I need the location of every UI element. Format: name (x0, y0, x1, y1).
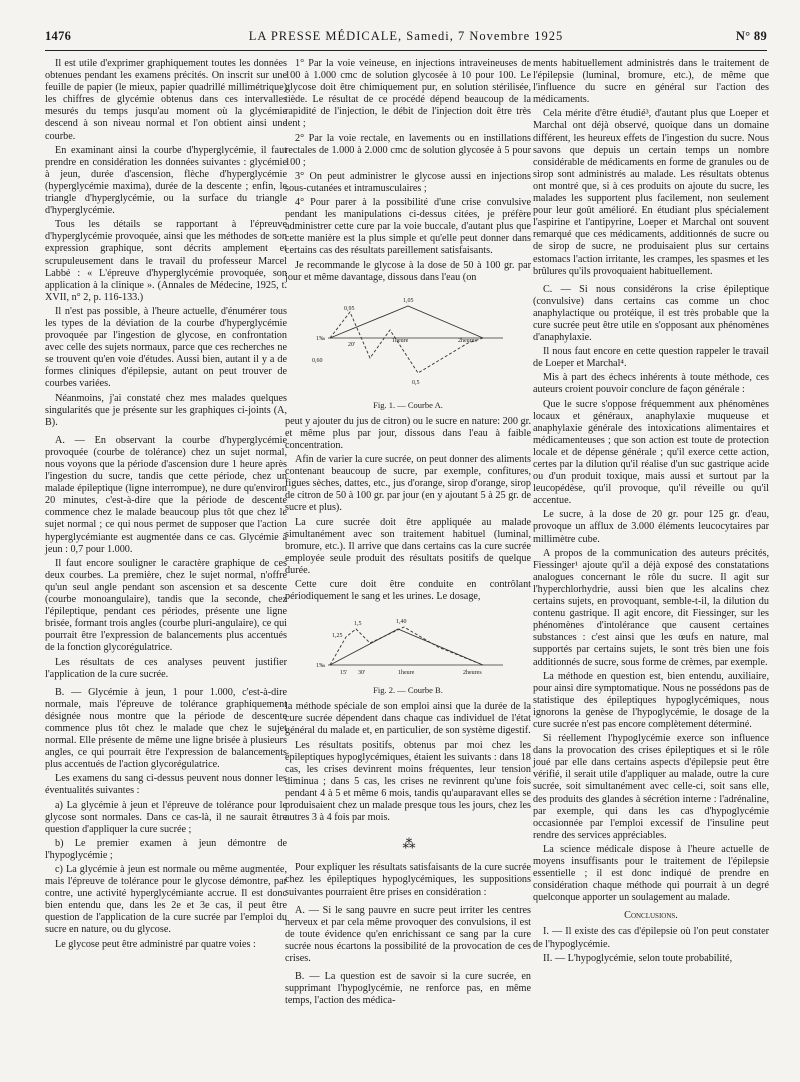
paragraph: Les résultats de ces analyses peuvent justifier l'application de la cure sucrée. (45, 656, 287, 680)
paragraph: b) Le premier examen à jeun démontre de l'hypoglycémie ; (45, 837, 287, 861)
paragraph: Je recommande le glycose à la dose de 50 à 100 gr. par jour et même davantage, dissous dans l'eau (on (285, 259, 531, 283)
paragraph: Il faut encore souligner le caractère graphique de ces deux courbes. La première, chez le sujet normal, n'offre qu'un seul angle pendant son ascension et sa descente (courbe monoangulaire), tandis que la seconde, chez l'épileptique, pendant ces périodes, présente une ligne brisée, formant trois angles (courbe pluri-angulaire), ce qui pourrait être l'expression de balancements plus accentués de la fonction glycorégulatrice. (45, 557, 287, 654)
issue-number: N° 89 (735, 29, 767, 43)
fig2-label: 15' (340, 670, 348, 677)
paragraph: 1° Par la voie veineuse, en injections intraveineuses de 100 à 1.000 cmc de solution glycosée à 10 pour 100. Le glycose doit être chimiquement pur, en solution stérilisée, tiède. Le résultat de ce procédé dépend beaucoup de la rapidité de l'injection, le débit de l'injection doit être très lent ; (285, 58, 531, 130)
fig2-label: 1,25 (332, 633, 343, 640)
paragraph: Il n'est pas possible, à l'heure actuelle, d'énumérer tous les types de la déviation de la courbe d'hyperglycémie provoquée par l'ingestion de glycose, en confrontation avec celle des sujets normaux, parce que ces recherches ne se trouvent qu'en voie d'études. Aussi bien, autant il y a de formes cliniques d'épilepsie, autant on peut trouver de courbes variées. (45, 305, 287, 390)
paragraph: 4° Pour parer à la possibilité d'une crise convulsive pendant les manipulations ci-dessus citées, je préfère administrer cette cure par la voie buccale, d'autant plus que cette manière est la plus simple et qu'elle peut donner dans certains cas des résultats pareillement satisfaisants. (285, 197, 531, 257)
page-number: 1476 (45, 29, 72, 43)
paragraph: la méthode spéciale de son emploi ainsi que la durée de la cure sucrée dépendent dans chaque cas individuel de l'état général du malade et, en particulier, de son système digestif. (285, 701, 531, 737)
paragraph: A. — En observant la courbe d'hyperglycémie provoquée (courbe de tolérance) chez un sujet normal, nous voyons que la période d'ascension dure 1 heure après l'ingestion du sucre, tandis que cette période, chez un malade épileptique (ligne interrompue), ne dure qu'environ 20 minutes, c'est-à-dire que la période de descente commence chez le malade beaucoup plus tôt que chez le sujet normal ; ce qui nous permet de supposer que l'action hyperglycémiante est augmentée dans ce cas. Glycémie à jeun : 0,7 pour 1.000. (45, 434, 287, 555)
fig1-label: 1‰ (316, 335, 325, 342)
figure-2-caption: Fig. 2. — Courbe B. (373, 685, 443, 696)
fig1-label: 0,60 (312, 357, 323, 364)
fig1-label: 20' (348, 341, 356, 348)
paragraph: Tous les détails se rapportant à l'épreuve d'hyperglycémie provoquée, ainsi que les méthodes de son expression graphique, sont décrits amplement et scrupuleusement dans le travail du professeur Marcel Labbé : « L'épreuve d'hyperglycémie provoquée, son application à la clinique ». (Annales de Médecine, 1925, t. XVII, n° 2, p. 116-133.) (45, 219, 287, 303)
paragraph: Que le sucre s'oppose fréquemment aux phénomènes locaux et généraux, anaphylaxie muqueuse et anaphylaxie générale des intoxications alimentaires et médicamenteuses ; que son action est toute de protection locale et de dépense générale ; qu'il exerce cette action, certes par la dilution qu'il réalise d'un suc gastrique acide ou d'un produit toxique, mais aussi et surtout par la leucopédèse, qu'il provoque, qu'il réveille ou qu'il accentue. (533, 398, 769, 507)
paragraph: Les examens du sang ci-dessus peuvent nous donner les éventualités suivantes : (45, 773, 287, 797)
paragraph: Le glycose peut être administré par quatre voies : (55, 938, 256, 950)
fig2-label: 1heure (398, 670, 415, 677)
paragraph: Afin de varier la cure sucrée, on peut donner des aliments contenant beaucoup de sucre, par exemple, confitures, figues sèches, dattes, etc., jus d'orange, sirop d'orange, sirop de citron de 50 à 100 gr. par jour (en y ajoutant 5 à 25 gr. de sucre et plus). (285, 454, 531, 514)
figure-1 (285, 288, 531, 411)
paragraph: La méthode en question est, bien entendu, auxiliaire, pour ainsi dire symptomatique. Nous ne possédons pas de statistique des épileptiques hypoglycémiques, nous ignorons la genèse de l'hypoglycémie, le dosage de la cure sucrée n'est pas encore complètement déterminé. (533, 670, 769, 730)
paragraph: B. — Glycémie à jeun, 1 pour 1.000, c'est-à-dire normale, mais l'épreuve de tolérance graphiquement désignée nous montre que la période de descente commence plus tôt chez le malade que chez le sujet normal. Elle présente de même une ligne brisée à plusieurs angles, ce qui pourrait être l'expression de balancements plus accentués de l'action glycorégulatrice. (45, 686, 287, 771)
paragraph: I. — Il existe des cas d'épilepsie où l'on peut constater de l'hypoglycémie. (533, 926, 769, 950)
header-rule (45, 50, 767, 51)
paragraph: ments habituellement administrés dans le traitement de l'épilepsie (luminal, bromure, etc.), de même que l'influence du sucre en général sur l'action des médicaments. (533, 58, 769, 106)
paragraph: II. — L'hypoglycémie, selon toute probabilité, (543, 952, 733, 964)
fig1-label: 2heures (458, 337, 477, 344)
fig2-label: 1‰ (316, 663, 325, 670)
paragraph: La cure sucrée doit être appliquée au malade simultanément avec son traitement habituel (luminal, bromure, etc.). Il arrive que dans certains cas la cure sucrée employée seule produit des résultats positifs de quelque durée. (285, 516, 531, 576)
paragraph: Il est utile d'exprimer graphiquement toutes les données obtenues pendant les examens précités. On inscrit sur une feuille de papier (le mieux, papier quadrillé millimétrique) les chiffres de glycémie obtenus dans ces intervalles mesurés du temps jusqu'au moment où la glycémie descend à son niveau normal et l'on obtient ainsi une courbe. (45, 58, 287, 142)
page-header (45, 29, 767, 49)
paragraph: A propos de la communication des auteurs précités, Fiessinger¹ ajoute qu'il a déjà exposé des constatations analogues concernant le rôle du sucre. Il agit sur l'hyperchlorhydrie, aussi bien que les alcalins chez certains sujets, en provoquant, semble-t-il, la dilution du contenu gastrique. Il agit encore, dit Fiessinger, sur les phénomènes d'intolérance que causent certaines substances : c'est ainsi que les œufs en nature, mal supportés par certains sujets, le sont très bien une fois additionnés de sucre, sous forme de crèmes, par exemple. (533, 547, 769, 668)
paragraph: Pour expliquer les résultats satisfaisants de la cure sucrée chez les épileptiques hypoglycémiques, les suppositions suivantes pourraient être prises en considération : (285, 862, 531, 898)
paragraph: Si réellement l'hypoglycémie exerce son influence dans la provocation des crises épileptiques et si le rôle joué par elle dans certains aspects d'épilepsie peut être vérifié, il serait utile d'appliquer au malade, outre la cure sucrée, soit simultanément avec celle-ci, soit sans elle, des produits des glandes à sécrétion interne : l'adrénaline, par exemple, qui dans les cas d'hypoglycémie occasionnée par l'emploi excessif de l'insuline peut rendre des services appréciables. (533, 733, 769, 841)
fig1-label: 0,5 (412, 379, 420, 386)
paragraph: c) La glycémie à jeun est normale ou même augmentée, mais l'épreuve de tolérance pour le glycose démontre, par contre, une activité hyperglycémiante accrue. Il est donc bien entendu que, dans les 2e et 3e cas, il peut être question de l'application de la cure sucrée par l'emploi du sucre en nature, ou du glycose. (45, 864, 287, 936)
figure-2 (285, 607, 531, 696)
column-3 (533, 58, 769, 967)
paragraph: Cela mérite d'être étudié³, d'autant plus que Loeper et Marchal ont déjà observé, quoique dans un domaine différent, les heureux effets de l'ingestion du sucre. Nous savons que depuis un certain temps un nombre considérable de médicaments en forme de granules ou de sirop sont administrés au malade. Les résultats obtenus ont montré que, si à ces produits on ajoute du sucre, les malades les supportent plus facilement, non seulement pour leur goût amélioré. En étudiant plus spécialement l'aspirine et l'antipyrine, Loeper et Marchal ont souvent remarqué que ces médicaments, additionnés de sucre ou de sirop de sucre, ne produisaient plus sur certains estomacs l'action irritante, les crampes, les spasmes et les brûlures qu'ils provoquaient habituellement. (533, 108, 769, 277)
column-2 (285, 58, 531, 1009)
column-1 (45, 58, 287, 953)
fig2-label: 1,40 (396, 619, 407, 626)
paragraph: B. — La question est de savoir si la cure sucrée, en supprimant l'hypoglycémie, ne renforce pas, en même temps, l'action des médica- (285, 971, 531, 1007)
paragraph: Les résultats positifs, obtenus par moi chez les épileptiques hypoglycémiques, étaient les suivants : dans 18 cas, les crises devinrent moins fréquentes, leur tension diminua ; dans 5 cas, les crises ne revinrent qu'une fois pendant 4 à 5 et même 6 mois, tandis qu'auparavant elles se produisaient chez un malade presque tous les jours, chez les autres 3 à 4 fois par mois. (285, 739, 531, 824)
figure-1-graph (308, 288, 508, 398)
paragraph: Néanmoins, j'ai constaté chez mes malades quelques singularités que je présente sur les graphiques ci-joints (A, B). (45, 392, 287, 428)
fig2-label: 30' (358, 670, 366, 677)
paragraph: a) La glycémie à jeun et l'épreuve de tolérance pour le glycose sont normales. Dans ce cas-là, il ne saurait être question d'appliquer la cure sucrée ; (45, 799, 287, 835)
paragraph: A. — Si le sang pauvre en sucre peut irriter les centres nerveux et par cela même provoquer des convulsions, il est de toute évidence qu'en enrichissant ce sang par la cure sucrée nous écartons la possibilité de la provocation de ces crises. (285, 904, 531, 964)
journal-title: LA PRESSE MÉDICALE, Samedi, 7 Novembre 1925 (248, 29, 564, 43)
figure-1-caption: Fig. 1. — Courbe A. (373, 399, 443, 410)
fig1-label: 1heure (392, 337, 409, 344)
fig2-label: 1,5 (354, 621, 362, 628)
paragraph: 2° Par la voie rectale, en lavements ou en instillations rectales de 1.000 à 2.000 cmc de solution glycosée à 5 pour 100 ; (285, 132, 531, 168)
figure-2-graph (308, 607, 508, 683)
paragraph: Le sucre, à la dose de 20 gr. pour 125 gr. d'eau, provoque un afflux de 3.000 éléments leucocytaires par millimètre cube. (533, 509, 769, 545)
paragraph: Il nous faut encore en cette question rappeler le travail de Loeper et Marchal⁴. (533, 346, 769, 370)
paragraph: En examinant ainsi la courbe d'hyperglycémie, il faut prendre en considération les données suivantes : glycémie à jeun, durée d'ascension, flèche d'hyperglycémie (hyperglycémie maxima), durée de la descente ; enfin, le triangle d'hyperglycémie, ou la surface du triangle d'hyperglycémie. (45, 144, 287, 217)
paragraph: La science médicale dispose à l'heure actuelle de moyens insuffisants pour le traitement de l'épilepsie essentielle ; il est donc indiqué de prendre en considération chaque méthode qui pourrait à un degré quelconque apporter un soulagement au malade. (533, 843, 769, 904)
conclusions-heading: Conclusions. (624, 910, 678, 922)
fig2-normal-curve (330, 629, 483, 665)
paragraph: Mis à part des échecs inhérents à toute méthode, ces auteurs croient pouvoir conclure de façon générale : (533, 372, 769, 396)
fig2-label: 2heures (463, 670, 482, 677)
fig1-label: 1,05 (403, 297, 414, 304)
paragraph: Cette cure doit être conduite en contrôlant périodiquement le sang et les urines. Le dosage, (285, 579, 531, 603)
section-separator: ⁂ (402, 836, 414, 852)
paragraph: 3° On peut administrer le glycose aussi en injections sous-cutanées et intramusculaires ; (285, 170, 531, 194)
fig1-label: 0,95 (344, 305, 355, 312)
paragraph: C. — Si nous considérons la crise épileptique (convulsive) dans certains cas comme un choc anaphylactique ou protéique, il est très probable que la cure sucrée peut être utile en s'opposant aux phénomènes d'anaphylaxie. (533, 283, 769, 344)
paragraph: peut y ajouter du jus de citron) ou le sucre en nature: 200 gr. et même plus par jour, dissous dans l'eau à faible concentration. (285, 415, 531, 451)
